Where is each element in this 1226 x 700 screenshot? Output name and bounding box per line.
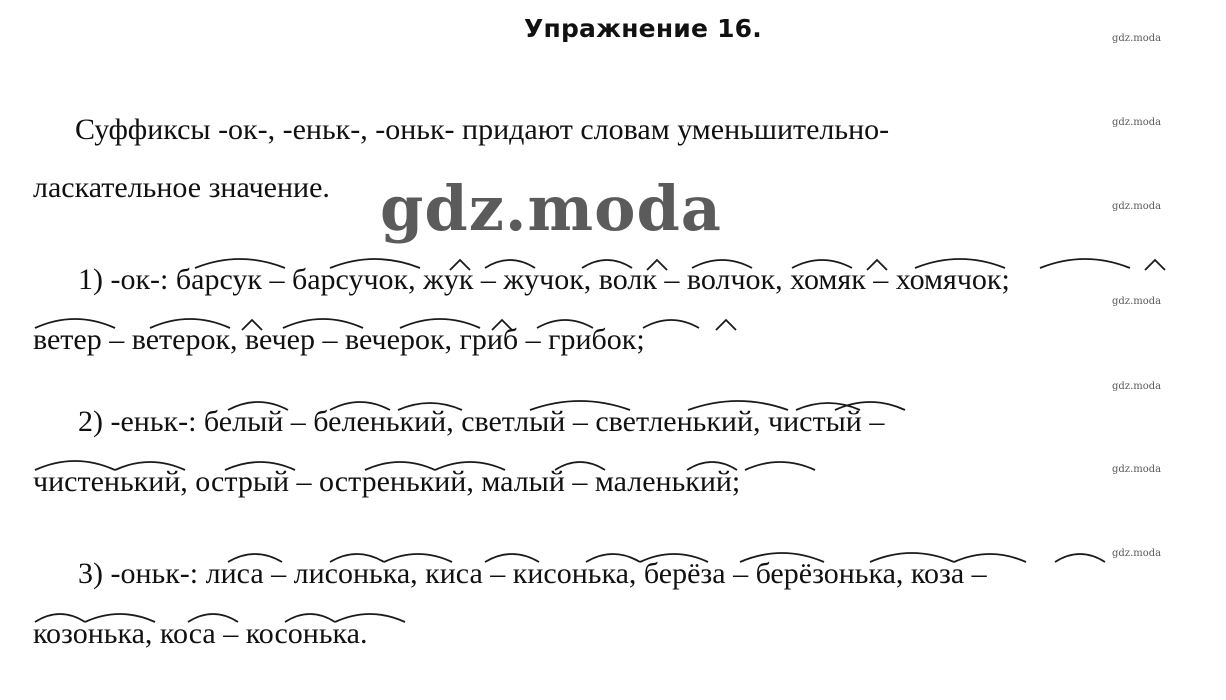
item-2-line-1: 2) -еньк-: белый – беленький, светлый – светленький, чистый – (78, 405, 885, 438)
watermark-small: gdz.moda (1112, 381, 1162, 392)
intro-line-1: Суффиксы -ок-, -еньк-, -оньк- придают словам уменьшительно- (75, 113, 890, 146)
watermark-small: gdz.moda (1112, 201, 1162, 212)
watermark-logo: gdz.moda (380, 172, 722, 245)
root-arc (643, 320, 699, 328)
root-arc (1040, 259, 1130, 268)
item-2-line-2: чистенький, острый – остренький, малый – маленький; (33, 465, 741, 498)
item-3-line-1: 3) -оньк-: лиса – лисонька, киса – кисонька, берёза – берёзонька, коза – (78, 557, 987, 590)
item-1-line-1: 1) -ок-: барсук – барсучок, жук – жучок, волк – волчок, хомяк – хомячок; (78, 263, 1010, 296)
watermark-small: gdz.moda (1112, 464, 1162, 475)
root-arc (1055, 554, 1105, 562)
suffix-arc (745, 462, 815, 470)
item-3-line-2: козонька, коса – косонька. (33, 617, 368, 650)
intro-line-2: ласкательное значение. (33, 171, 330, 204)
suffix-cap (716, 320, 736, 330)
watermark-small: gdz.moda (1112, 33, 1162, 44)
watermark-small: gdz.moda (1112, 548, 1162, 559)
suffix-cap (1145, 260, 1165, 270)
watermark-small: gdz.moda (1112, 296, 1162, 307)
exercise-title: Упражнение 16. (524, 14, 762, 43)
item-1-line-2: ветер – ветерок, вечер – вечерок, гриб – грибок; (33, 323, 645, 356)
watermark-small: gdz.moda (1112, 117, 1162, 128)
